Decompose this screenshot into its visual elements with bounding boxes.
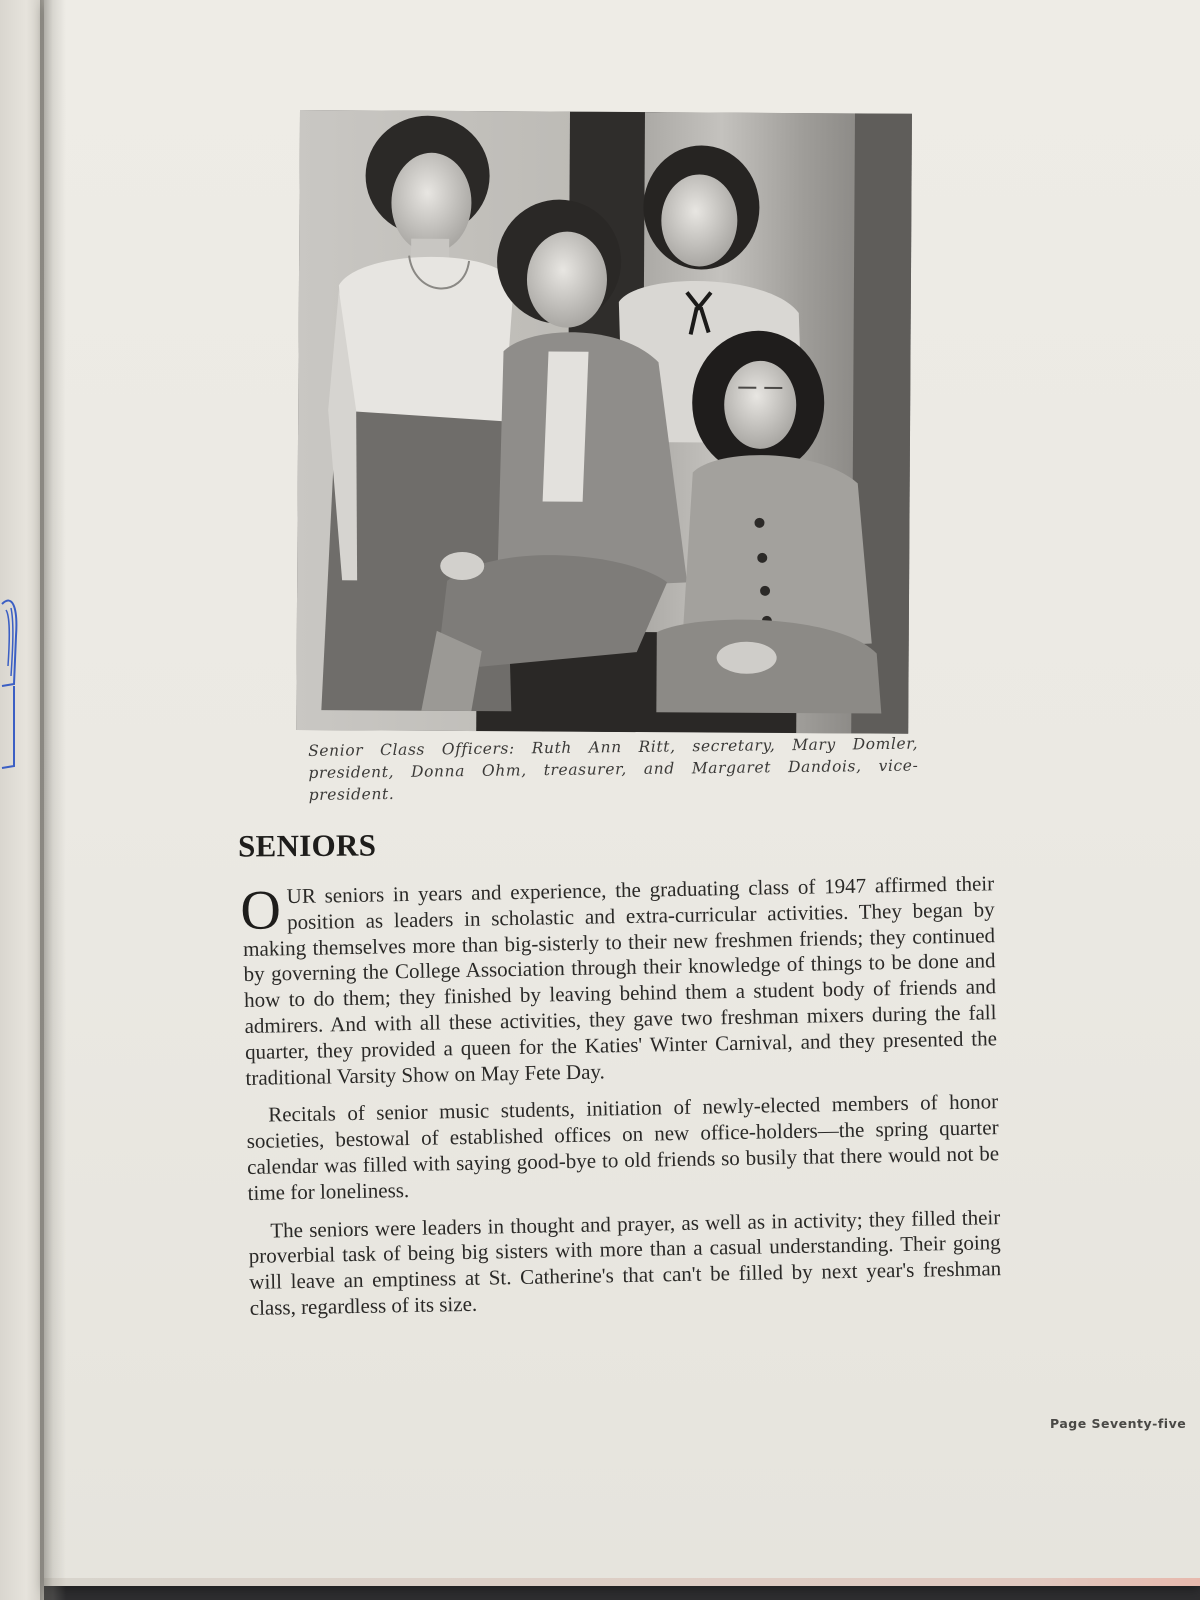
page-edge <box>44 1578 1200 1586</box>
blue-sketch-drawing <box>0 596 20 786</box>
photo-caption: Senior Class Officers: Ruth Ann Ritt, secretary, Mary Domler, president, Donna Ohm, treasurer, and Margaret Dandois, vice-president. <box>308 734 919 804</box>
paragraph-1-text: UR seniors in years and experience, the graduating class of 1947 affirmed their position as leaders in scholastic and extra-curricular activities. They began by making themselves more than big-sisterly to their new freshmen friends; they continued by governing the College Association through their knowledge of things to be done and how to do them; they finished by leaving behind them a student body of friends and admirers. And with all these activities, they gave two freshman mixers during the fall quarter, they provided a queen for the Katies' Winter Carnival, and they presented the traditional Varsity Show on May Fete Day. <box>242 871 998 1090</box>
previous-page-edge <box>0 0 44 1600</box>
paragraph-3: The seniors were leaders in thought and prayer, as well as in activity; they filled their proverbial task of being big sisters with more than a casual understanding. Their going will leave an emptiness at St. Catherine's that can't be filled by next year's freshman class, regardless of its size. <box>248 1204 1002 1320</box>
section-heading: SENIORS <box>237 827 377 864</box>
drop-cap: O <box>239 879 282 943</box>
gutter-shadow <box>40 0 66 1600</box>
class-officers-photo <box>296 110 912 734</box>
paragraph-2: Recitals of senior music students, initiation of newly-elected members of honor societies, bestowal of established offices on new office-holders—the spring quarter calendar was filled with saying good-bye to old friends so busily that there would not be time for loneliness. <box>246 1089 1000 1205</box>
article-body <box>239 871 1002 1333</box>
paragraph-1 <box>239 871 998 1091</box>
page-number: Page Seventy-five <box>1050 1416 1187 1431</box>
